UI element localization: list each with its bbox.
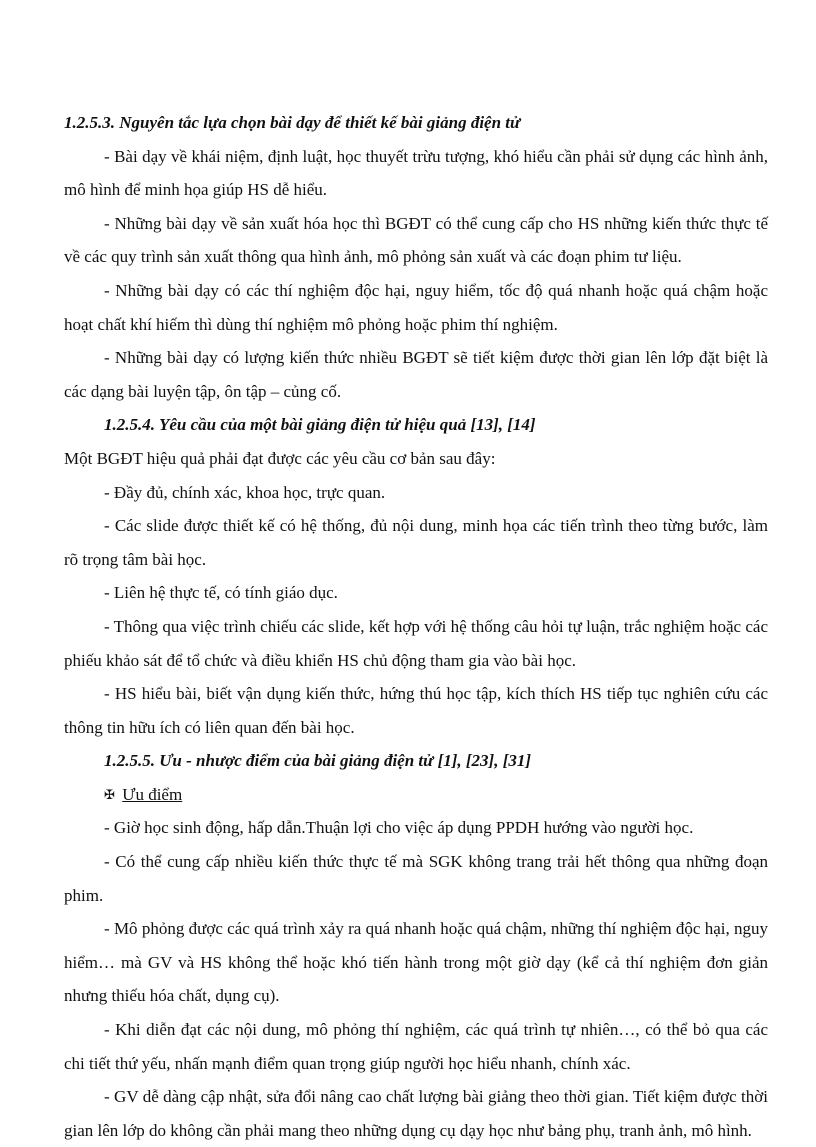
paragraph: - Thông qua việc trình chiếu các slide, kết hợp với hệ thống câu hỏi tự luận, trắc nghiệm hoặc các phiếu khảo sát để tổ chức và điều khiển HS chủ động tham gia vào bài học.	[64, 616, 768, 670]
paragraph: - Khi diễn đạt các nội dung, mô phỏng thí nghiệm, các quá trình tự nhiên…, có thể bỏ qua các chi tiết thứ yếu, nhấn mạnh điểm quan trọng giúp người học hiểu nhanh, chính xác.	[64, 1020, 768, 1073]
document-page	[64, 106, 768, 1147]
section-heading-1-2-5-5: 1.2.5.5. Ưu - nhược điểm của bài giảng điện tử [1], [23], [31]	[104, 751, 532, 771]
subheading-label: Ưu điểm	[122, 784, 183, 804]
paragraph: - Liên hệ thực tế, có tính giáo dục.	[104, 583, 338, 603]
paragraph: - Những bài dạy về sản xuất hóa học thì BGĐT có thể cung cấp cho HS những kiến thức thực tế về các quy trình sản xuất thông qua hình ảnh, mô phỏng sản xuất và các đoạn phim tư liệu.	[64, 213, 768, 267]
section-heading-1-2-5-4: 1.2.5.4. Yêu cầu của một bài giảng điện tử hiệu quả [13], [14]	[104, 415, 536, 435]
paragraph: - Các slide được thiết kế có hệ thống, đủ nội dung, minh họa các tiến trình theo từng bước, làm rõ trọng tâm bài học.	[64, 516, 768, 569]
paragraph: - Những bài dạy có các thí nghiệm độc hại, nguy hiểm, tốc độ quá nhanh hoặc quá chậm hoặc hoạt chất khí hiếm thì dùng thí nghiệm mô phỏng hoặc phim thí nghiệm.	[64, 280, 768, 334]
paragraph: - Mô phỏng được các quá trình xảy ra quá nhanh hoặc quá chậm, những thí nghiệm độc hại, nguy hiểm… mà GV và HS không thể hoặc khó tiến hành trong một giờ dạy (kể cả thí nghiệm đơn giản nhưng thiếu hóa chất, dụng cụ).	[64, 919, 768, 1006]
section-intro: Một BGĐT hiệu quả phải đạt được các yêu cầu cơ bản sau đây:	[64, 448, 496, 468]
paragraph: - Những bài dạy có lượng kiến thức nhiều BGĐT sẽ tiết kiệm được thời gian lên lớp đặt biệt là các dạng bài luyện tập, ôn tập – củng cố.	[64, 348, 768, 401]
paragraph: - HS hiểu bài, biết vận dụng kiến thức, hứng thú học tập, kích thích HS tiếp tục nghiên cứu các thông tin hữu ích có liên quan đến bài học.	[64, 684, 768, 737]
paragraph: - GV dễ dàng cập nhật, sửa đổi nâng cao chất lượng bài giảng theo thời gian. Tiết kiệm được thời gian lên lớp do không cần phải mang theo những dụng cụ dạy học như bảng phụ, tranh ảnh, mô hình.	[64, 1087, 768, 1140]
paragraph: - Bài dạy về khái niệm, định luật, học thuyết trừu tượng, khó hiểu cần phải sử dụng các hình ảnh, mô hình để minh họa giúp HS dễ hiểu.	[64, 146, 768, 200]
paragraph: - Đầy đủ, chính xác, khoa học, trực quan.	[104, 482, 386, 502]
subheading-advantages	[64, 778, 768, 812]
paragraph: - Giờ học sinh động, hấp dẫn.Thuận lợi cho việc áp dụng PPDH hướng vào người học.	[104, 818, 694, 838]
cross-bullet-icon: ✠	[104, 786, 115, 802]
section-heading-1-2-5-3: 1.2.5.3. Nguyên tắc lựa chọn bài dạy để thiết kế bài giảng điện tử	[64, 113, 521, 132]
paragraph: - Có thể cung cấp nhiều kiến thức thực tế mà SGK không trang trải hết thông qua những đoạn phim.	[64, 852, 768, 905]
